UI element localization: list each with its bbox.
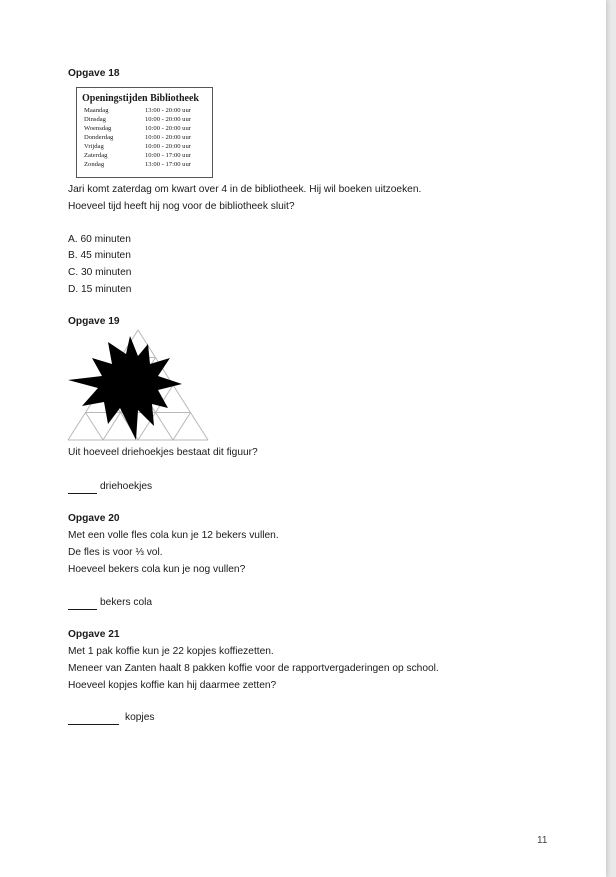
q19-answer-blank[interactable] (68, 482, 97, 494)
q21-text-2: Meneer van Zanten haalt 8 pakken koffie voor de rapportvergaderingen op school. (68, 663, 439, 674)
triangle-star-figure (64, 328, 212, 442)
q21-heading: Opgave 21 (68, 629, 120, 640)
table-day: Maandag (84, 107, 109, 114)
q20-answer-line (68, 596, 152, 610)
table-time: 10:00 - 20:00 uur (145, 125, 191, 132)
q21-text-1: Met 1 pak koffie kun je 22 kopjes koffiezetten. (68, 646, 274, 657)
q18-option-b: B. 45 minuten (68, 250, 131, 261)
q20-heading: Opgave 20 (68, 513, 120, 524)
table-time: 13:00 - 20:00 uur (145, 107, 191, 114)
table-day: Zondag (84, 161, 105, 168)
table-day: Zaterdag (84, 152, 108, 159)
q21-text-3: Hoeveel kopjes koffie kan hij daarmee zetten? (68, 680, 277, 691)
q21-answer-blank[interactable] (68, 713, 119, 725)
q19-answer-suffix: driehoekjes (100, 481, 153, 492)
table-day: Woensdag (84, 125, 112, 132)
q19-answer-line (68, 480, 152, 494)
q20-text-1: Met een volle fles cola kun je 12 bekers vullen. (68, 530, 279, 541)
q21-answer-line (68, 711, 154, 725)
q18-heading: Opgave 18 (68, 68, 120, 79)
page-number: 11 (537, 835, 548, 846)
q18-text-1: Jari komt zaterdag om kwart over 4 in de bibliotheek. Hij wil boeken uitzoeken. (68, 184, 422, 195)
table-time: 10:00 - 17:00 uur (145, 152, 191, 159)
q21-answer-suffix: kopjes (125, 712, 155, 723)
q20-answer-blank[interactable] (68, 598, 97, 610)
table-day: Donderdag (84, 134, 114, 141)
q18-option-d: D. 15 minuten (68, 284, 132, 295)
q20-text-3: Hoeveel bekers cola kun je nog vullen? (68, 564, 246, 575)
library-hours-title: Openingstijden Bibliotheek (82, 93, 199, 104)
q18-option-a: A. 60 minuten (68, 234, 131, 245)
table-day: Dinsdag (84, 116, 106, 123)
library-hours-table (76, 87, 213, 178)
q20-answer-suffix: bekers cola (100, 597, 153, 608)
grid-line (173, 413, 191, 441)
black-star-shape (68, 336, 182, 440)
grid-line (86, 413, 104, 441)
q19-question: Uit hoeveel driehoekjes bestaat dit figuur? (68, 447, 258, 458)
q18-text-2: Hoeveel tijd heeft hij nog voor de bibliotheek sluit? (68, 201, 295, 212)
table-time: 10:00 - 20:00 uur (145, 116, 191, 123)
table-day: Vrijdag (84, 143, 104, 150)
table-time: 13:00 - 17:00 uur (145, 161, 191, 168)
q20-text-2: De fles is voor ⅓ vol. (68, 547, 163, 558)
q18-option-c: C. 30 minuten (68, 267, 132, 278)
table-time: 10:00 - 20:00 uur (145, 134, 191, 141)
table-time: 10:00 - 20:00 uur (145, 143, 191, 150)
q19-heading: Opgave 19 (68, 316, 120, 327)
